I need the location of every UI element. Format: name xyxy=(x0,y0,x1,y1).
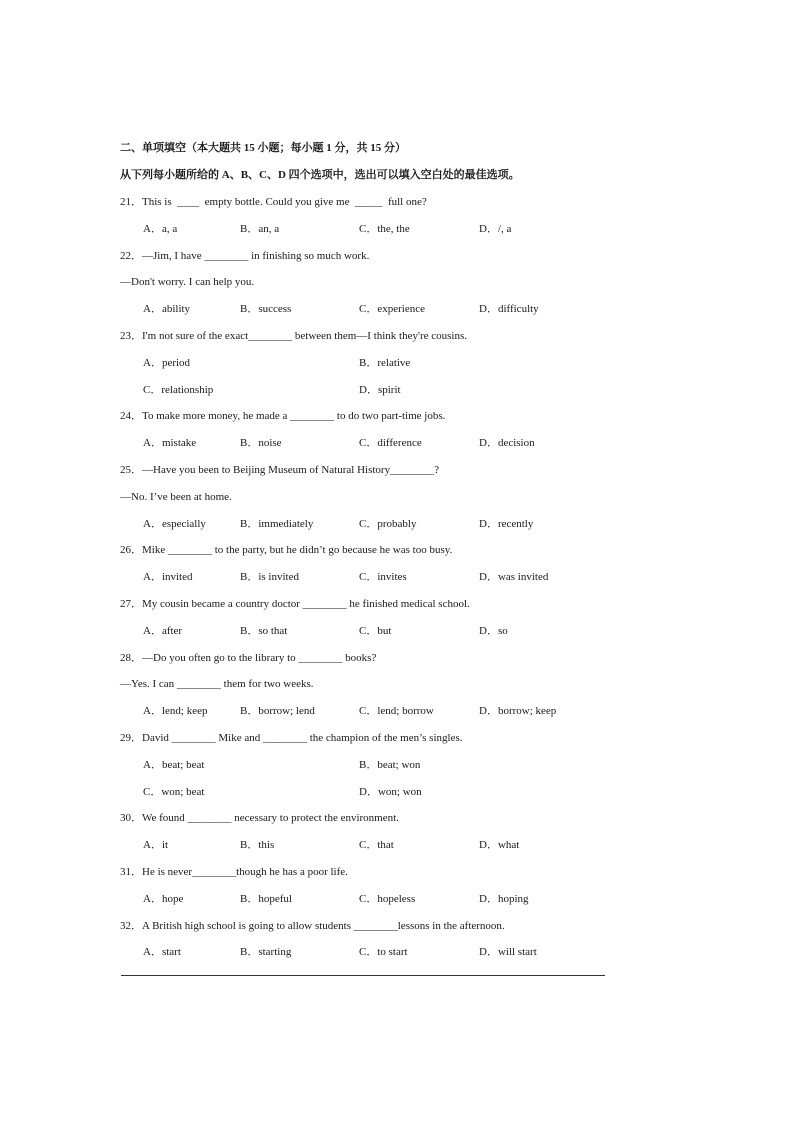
question-text: We found ________ necessary to protect the environment. xyxy=(142,812,399,825)
answer-option[interactable]: A．mistake xyxy=(143,437,197,450)
question-number: 26． xyxy=(120,544,142,557)
answer-option[interactable]: D．difficulty xyxy=(479,303,539,316)
question-dialogue-line: —No. I’ve been at home. xyxy=(120,490,232,503)
question-text: —Jim, I have ________ in finishing so much work. xyxy=(142,249,370,262)
answer-option[interactable]: D．borrow; keep xyxy=(479,705,557,718)
section-heading: 二、单项填空（本大题共 15 小题；每小题 1 分，共 15 分） xyxy=(120,142,406,154)
answer-option[interactable]: C．that xyxy=(359,839,394,852)
answer-option[interactable]: B．starting xyxy=(240,946,292,959)
answer-option[interactable]: B．borrow; lend xyxy=(240,705,315,718)
answer-option[interactable]: B．beat; won xyxy=(359,758,421,771)
answer-option[interactable]: A．beat; beat xyxy=(143,758,205,771)
question-dialogue-line: —Don't worry. I can help you. xyxy=(120,276,255,289)
question-number: 31． xyxy=(120,866,142,878)
question-stem xyxy=(120,811,399,825)
answer-option[interactable]: D．recently xyxy=(479,517,534,530)
answer-option[interactable]: C．difference xyxy=(359,437,422,450)
question-text: Mike ________ to the party, but he didn’t go because he was too busy. xyxy=(142,544,453,557)
answer-option[interactable]: A．it xyxy=(143,839,169,852)
answer-option[interactable]: C．lend; borrow xyxy=(359,705,434,718)
answer-option[interactable]: C．the, the xyxy=(359,222,410,235)
answer-option[interactable]: D．hoping xyxy=(479,892,529,905)
question-text: —Do you often go to the library to ________ books? xyxy=(142,651,377,664)
answer-option[interactable]: B．is invited xyxy=(240,571,299,584)
question-text: He is never________though he has a poor life. xyxy=(142,866,348,878)
section-instruction: 从下列每小题所给的 A、B、C、D 四个选项中，选出可以填入空白处的最佳选项。 xyxy=(120,169,520,181)
question-stem xyxy=(120,865,348,879)
answer-option[interactable]: D．was invited xyxy=(479,571,549,584)
question-number: 24． xyxy=(120,410,142,423)
answer-option[interactable]: B．this xyxy=(240,839,275,852)
question-stem xyxy=(120,543,452,557)
answer-option[interactable]: D．so xyxy=(479,624,508,637)
question-stem xyxy=(120,597,470,611)
question-text: I'm not sure of the exact________ between them—I think they're cousins. xyxy=(142,330,468,342)
answer-option[interactable]: C．relationship xyxy=(143,383,214,396)
question-stem xyxy=(120,409,445,423)
answer-option[interactable]: A．especially xyxy=(143,517,206,530)
question-stem xyxy=(120,249,369,263)
question-number: 21． xyxy=(120,196,142,208)
answer-option[interactable]: B．an, a xyxy=(240,222,280,235)
question-number: 29． xyxy=(120,732,142,744)
question-text: A British high school is going to allow students ________lessons in the afternoon. xyxy=(142,919,505,932)
answer-option[interactable]: A．start xyxy=(143,946,181,959)
answer-option[interactable]: B．success xyxy=(240,303,292,316)
answer-option[interactable]: B．so that xyxy=(240,624,288,637)
question-number: 27． xyxy=(120,598,142,610)
answer-option[interactable]: A．period xyxy=(143,356,191,369)
question-number: 23． xyxy=(120,330,142,342)
answer-option[interactable]: C．to start xyxy=(359,946,408,959)
answer-option[interactable]: A．ability xyxy=(143,303,191,316)
answer-option[interactable]: C．invites xyxy=(359,571,407,584)
question-stem xyxy=(120,195,427,209)
answer-option[interactable]: A．invited xyxy=(143,571,193,584)
question-text: To make more money, he made a ________ to do two part-time jobs. xyxy=(142,410,446,423)
question-text: David ________ Mike and ________ the champion of the men’s singles. xyxy=(142,732,463,744)
answer-option[interactable]: A．a, a xyxy=(143,222,178,235)
question-dialogue-line: —Yes. I can ________ them for two weeks. xyxy=(120,678,314,691)
question-text: This is ____ empty bottle. Could you give me _____ full one? xyxy=(142,196,427,208)
question-text: My cousin became a country doctor ________ he finished medical school. xyxy=(142,598,470,610)
answer-option[interactable]: B．noise xyxy=(240,437,282,450)
answer-option[interactable]: D．won; won xyxy=(359,785,422,798)
answer-option[interactable]: D．spirit xyxy=(359,383,401,396)
answer-option[interactable]: A．hope xyxy=(143,892,184,905)
question-stem xyxy=(120,919,505,933)
answer-option[interactable]: C．hopeless xyxy=(359,892,416,905)
question-stem xyxy=(120,329,467,343)
answer-option[interactable]: C．probably xyxy=(359,517,417,530)
answer-option[interactable]: B．hopeful xyxy=(240,892,292,905)
answer-option[interactable]: D．what xyxy=(479,839,520,852)
answer-option[interactable]: B．relative xyxy=(359,356,411,369)
answer-option[interactable]: D．decision xyxy=(479,437,535,450)
answer-option[interactable]: D．will start xyxy=(479,946,537,959)
question-number: 25． xyxy=(120,464,142,476)
question-number: 30． xyxy=(120,812,142,825)
answer-option[interactable]: C．experience xyxy=(359,303,425,316)
question-stem xyxy=(120,731,462,745)
question-stem xyxy=(120,463,439,477)
bottom-rule xyxy=(121,975,605,976)
answer-option[interactable]: B．immediately xyxy=(240,517,314,530)
answer-option[interactable]: C．but xyxy=(359,624,392,637)
question-number: 32． xyxy=(120,919,142,932)
answer-option[interactable]: C．won; beat xyxy=(143,785,205,798)
question-number: 28． xyxy=(120,651,142,664)
answer-option[interactable]: A．after xyxy=(143,624,183,637)
question-stem xyxy=(120,651,376,665)
question-number: 22． xyxy=(120,249,142,262)
answer-option[interactable]: D．/, a xyxy=(479,222,512,235)
question-text: —Have you been to Beijing Museum of Natural History________? xyxy=(142,464,439,476)
answer-option[interactable]: A．lend; keep xyxy=(143,705,208,718)
